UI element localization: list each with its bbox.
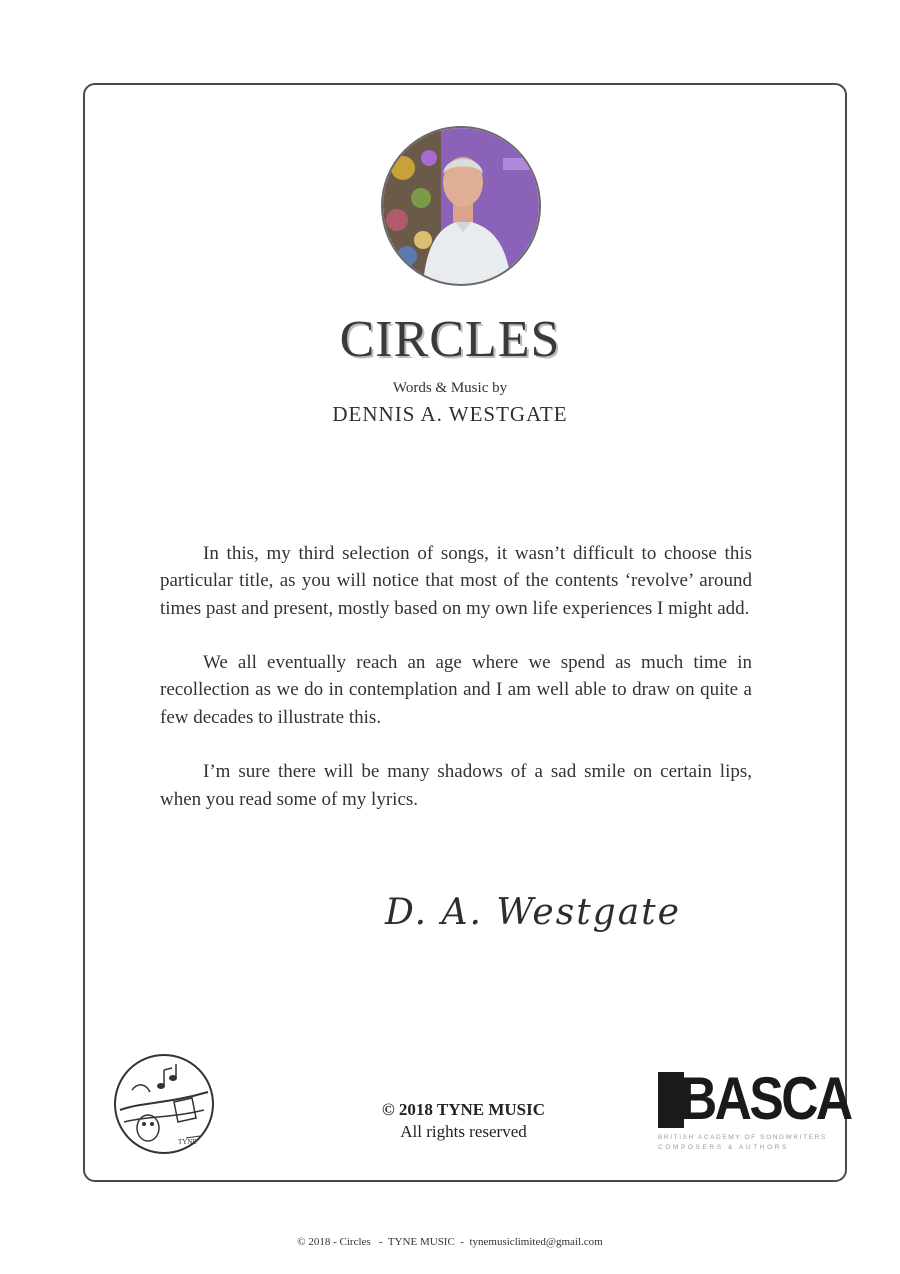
copyright-notice: © 2018 TYNE MUSIC	[381, 1100, 546, 1119]
words-music-by-label: Words & Music by	[392, 380, 508, 396]
basca-subtitle: COMPOSERS & AUTHORS	[658, 1144, 790, 1151]
author-name: DENNIS A. WESTGATE	[332, 402, 568, 426]
author-signature: D. A. Westgate	[385, 892, 681, 933]
author-portrait	[381, 126, 541, 286]
basca-subtitle: BRITISH ACADEMY OF SONGWRITERS	[658, 1134, 827, 1141]
intro-text	[160, 540, 752, 840]
basca-wordmark: BASCA	[680, 1065, 851, 1132]
document-title: CIRCLES	[339, 311, 561, 368]
rights-notice: All rights reserved	[400, 1122, 527, 1141]
intro-paragraph: We all eventually reach an age where we spend as much time in recollection as we do in contemplation and I am well able to draw on quite a few decades to illustrate this.	[160, 652, 752, 728]
tyne-logo-text: TYNE	[178, 1138, 197, 1146]
basca-logo	[658, 1065, 851, 1156]
page-footer: © 2018 - Circles - TYNE MUSIC - tynemusiclimited@gmail.com	[297, 1236, 603, 1248]
intro-paragraph: In this, my third selection of songs, it wasn’t difficult to choose this particular title, as you will notice that most of the contents ‘revolve’ around times past and present, mostly based on my own life experiences I might add.	[160, 543, 752, 619]
intro-paragraph: I’m sure there will be many shadows of a sad smile on certain lips, when you read some of my lyrics.	[160, 761, 752, 810]
